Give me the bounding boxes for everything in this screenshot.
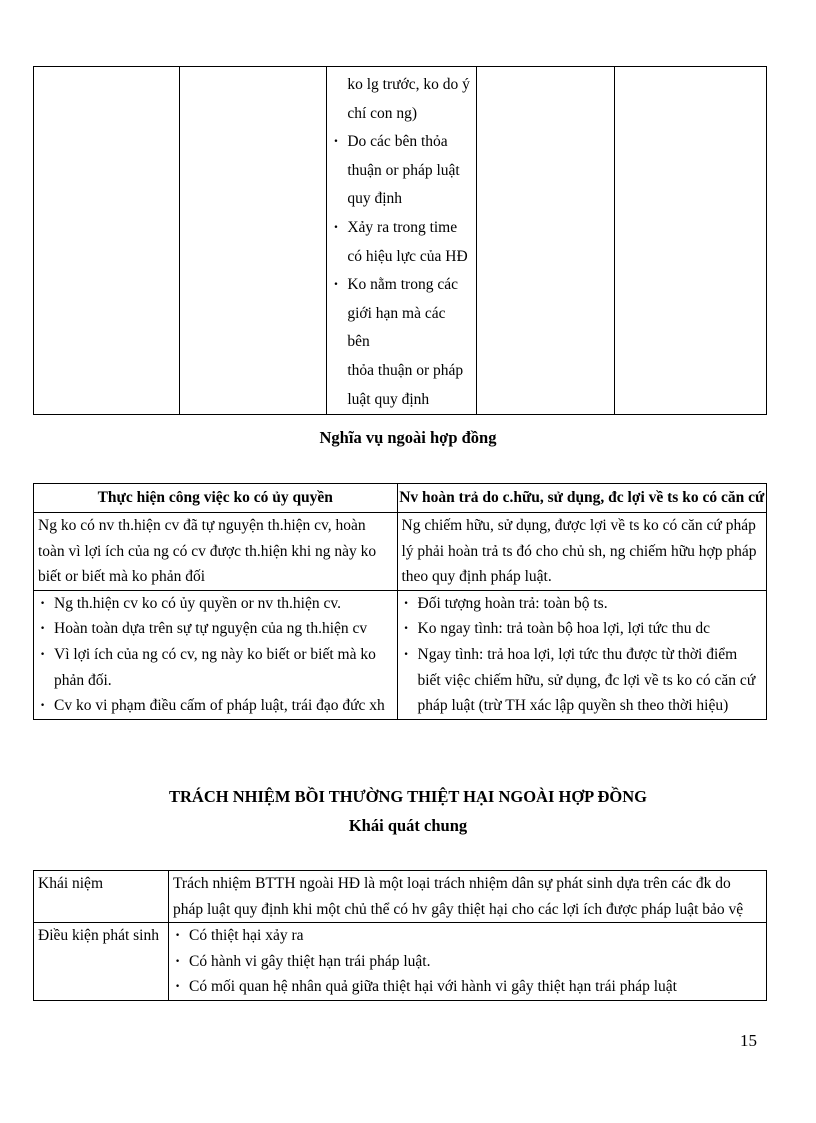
section-title-non-contract-obligations: Nghĩa vụ ngoài hợp đồng xyxy=(319,428,497,447)
empty-cell xyxy=(179,67,327,415)
section-title-liability: TRÁCH NHIỆM BỒI THƯỜNG THIỆT HẠI NGOÀI HỢP ĐỒNG xyxy=(169,787,647,806)
cond-line: luật quy định xyxy=(347,390,430,408)
list-item: · Ko ngay tình: trả toàn bộ hoa lợi, lợi tức thu dc xyxy=(402,616,763,642)
bullets-left xyxy=(34,590,398,719)
list-item: · Đối tượng hoàn trả: toàn bộ ts. xyxy=(402,591,763,617)
overview-table xyxy=(33,870,767,1001)
bullets-right xyxy=(397,590,767,719)
cond-bullet: · Xảy ra trong time xyxy=(331,214,471,243)
header-restitution: Nv hoàn trả do c.hữu, sử dụng, đc lợi về ts ko có căn cứ xyxy=(397,484,767,513)
conditions-cell xyxy=(327,67,476,415)
cond-bullet: · Do các bên thỏa xyxy=(331,128,471,157)
continuation-table xyxy=(33,66,767,415)
list-item: · Ng th.hiện cv ko có ủy quyền or nv th.hiện cv. xyxy=(38,591,393,617)
cond-line: chí con ng) xyxy=(347,104,418,122)
list-item: · Cv ko vi phạm điều cấm of pháp luật, trái đạo đức xh xyxy=(38,693,393,719)
list-item: · Có mối quan hệ nhân quả giữa thiệt hại với hành vi gây thiệt hạn trái pháp luật xyxy=(173,974,762,1000)
definition-left: Ng ko có nv th.hiện cv đã tự nguyện th.hiện cv, hoàn toàn vì lợi ích của ng có cv được th.hiện khi ng này ko biết or biết mà ko phản đối xyxy=(34,513,398,591)
list-item: · Vì lợi ích của ng có cv, ng này ko biết or biết mà ko phản đối. xyxy=(38,642,393,693)
section-subtitle-overview: Khái quát chung xyxy=(348,816,468,835)
page-number: 15 xyxy=(740,1031,757,1050)
cond-line: ko lg trước, ko do ý xyxy=(347,76,470,93)
cond-line: giới hạn mà các bên xyxy=(347,304,446,351)
label-conditions: Điều kiện phát sinh xyxy=(34,923,169,1001)
label-concept: Khái niệm xyxy=(34,871,169,923)
list-item: · Hoàn toàn dựa trên sự tự nguyện của ng th.hiện cv xyxy=(38,616,393,642)
definition-right: Ng chiếm hữu, sử dụng, được lợi về ts ko có căn cứ pháp lý phải hoàn trả ts đó cho chủ sh, ng chiếm hữu hợp pháp theo quy định pháp luật. xyxy=(397,513,767,591)
obligations-table xyxy=(33,483,767,720)
empty-cell xyxy=(34,67,180,415)
list-item: · Ngay tình: trả hoa lợi, lợi tức thu được từ thời điểm biết việc chiếm hữu, sử dụng, đc lợi về ts ko có căn cứ pháp luật (trừ TH xác lập quyền sh theo thời hiệu) xyxy=(402,642,763,719)
empty-cell xyxy=(476,67,615,415)
list-item: · Có thiệt hại xảy ra xyxy=(173,923,762,949)
cond-line: có hiệu lực của HĐ xyxy=(347,247,468,265)
concept-text: Trách nhiệm BTTH ngoài HĐ là một loại trách nhiệm dân sự phát sinh dựa trên các đk do pháp luật quy định khi một chủ thể có hv gây thiệt hại cho các lợi ích được pháp luật bảo vệ xyxy=(169,871,767,923)
conditions-list xyxy=(169,923,767,1001)
header-unauthorized-work: Thực hiện công việc ko có ủy quyền xyxy=(34,484,398,513)
list-item: · Có hành vi gây thiệt hạn trái pháp luật. xyxy=(173,949,762,975)
cond-line: quy định xyxy=(347,190,403,208)
cond-line: thỏa thuận or pháp xyxy=(347,361,464,379)
empty-cell xyxy=(615,67,767,415)
cond-line: thuận or pháp luật xyxy=(347,161,460,179)
cond-bullet: · Ko nằm trong các xyxy=(331,271,471,300)
